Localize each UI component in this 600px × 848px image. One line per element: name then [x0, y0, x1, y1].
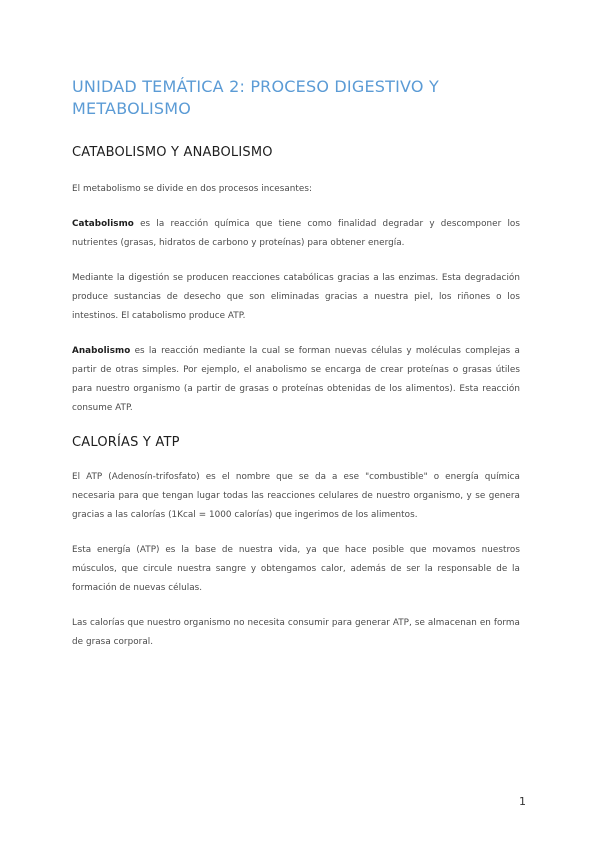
paragraph-catabolismo: [72, 215, 520, 253]
paragraph-atp-energy: Esta energía (ATP) es la base de nuestra vida, ya que hace posible que movamos nuestros músculos, que circule nuestra sangre y obtengamos calor, además de ser la responsable de la formación de nuevas células.: [72, 545, 520, 593]
document-page: [72, 76, 520, 668]
catabolismo-definition: es la reacción química que tiene como finalidad degradar y descomponer los nutrientes (grasas, hidratos de carbono y proteínas) para obtener energía.: [72, 219, 520, 248]
page-number: 1: [519, 795, 526, 808]
section-heading-catabolismo-anabolismo: CATABOLISMO Y ANABOLISMO: [72, 145, 273, 160]
term-anabolismo: Anabolismo: [72, 346, 131, 356]
paragraph-calories-storage: Las calorías que nuestro organismo no necesita consumir para generar ATP, se almacenan en forma de grasa corporal.: [72, 618, 520, 647]
term-catabolismo: Catabolismo: [72, 219, 134, 229]
paragraph-anabolismo: [72, 342, 520, 418]
paragraph-intro: El metabolismo se divide en dos procesos incesantes:: [72, 184, 313, 194]
section-heading-calorias-atp: CALORÍAS Y ATP: [72, 435, 180, 450]
paragraph-digestion: Mediante la digestión se producen reacciones catabólicas gracias a las enzimas. Esta degradación produce sustancias de desecho que son eliminadas gracias a nuestra piel, los riñones o los intestinos. El catabolismo produce ATP.: [72, 273, 520, 321]
document-title: UNIDAD TEMÁTICA 2: PROCESO DIGESTIVO Y METABOLISMO: [72, 77, 439, 118]
paragraph-atp-definition: El ATP (Adenosín-trifosfato) es el nombre que se da a ese "combustible" o energía química necesaria para que tengan lugar todas las reacciones celulares de nuestro organismo, y se genera gracias a las calorías (1Kcal = 1000 calorías) que ingerimos de los alimentos.: [72, 472, 520, 520]
anabolismo-definition: es la reacción mediante la cual se forman nuevas células y moléculas complejas a partir de otras simples. Por ejemplo, el anabolismo se encarga de crear proteínas o grasas útiles para nuestro organismo (a partir de grasas o proteínas obtenidas de los alimentos). Esta reacción consume ATP.: [72, 346, 520, 413]
